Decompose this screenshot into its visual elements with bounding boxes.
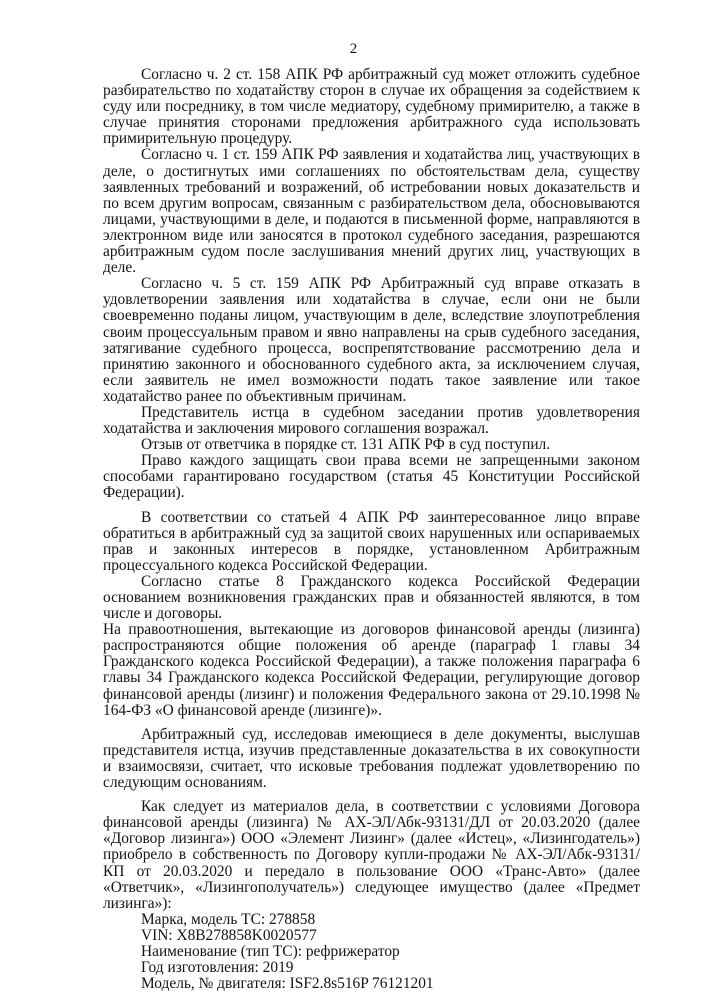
paragraph-motions: Согласно ч. 1 ст. 159 АПК РФ заявления и ходатайства лиц, участвующих в деле, о достигнутых ими соглашениях по обстоятельствам дела, существу заявленных требований и возражений, об истребовании новых доказательств и по всем другим вопросам, связанным с разбирательством дела, обосновываются лицами, участвующими в деле, и подаются в письменной форме, направляются в электронном виде или заносятся в протокол судебного заседания, разрешаются арбитражным судом после заслушивания мнений других лиц, участвующих в деле. [103, 146, 640, 277]
paragraph-article-8: Согласно статье 8 Гражданского кодекса Российской Федерации основанием возникновения гражданских прав и обязанностей являются, в том числе и договоры. [103, 572, 640, 623]
paragraph-case-facts: Как следует из материалов дела, в соответствии с условиями Договора финансовой аренды (лизинга) № АХ-ЭЛ/Абк-93131/ДЛ от 20.03.2020 (далее «Договор лизинга») ООО «Элемент Лизинг» (далее «Истец», «Лизингодатель») приобрело в собственность по Договору купли-продажи № АХ-ЭЛ/Абк-93131/КП от 20.03.2020 и передало в пользование ООО «Транс-Авто» (далее «Ответчик», «Лизингополучатель») следующее имущество (далее «Предмет лизинга»): [103, 798, 640, 912]
paragraph-defendant-response: Отзыв от ответчика в порядке ст. 131 АПК РФ в суд поступил. [141, 436, 551, 454]
document-body [103, 67, 640, 992]
vehicle-year: Год изготовления: 2019 [141, 959, 294, 977]
paragraph-refusal: Согласно ч. 5 ст. 159 АПК РФ Арбитражный суд вправе отказать в удовлетворении заявления или ходатайства в случае, если они не были своевременно поданы лицом, участвующим в деле, вследствие злоупотребления своим процессуальным правом и явно направлены на срыв судебного заседания, затягивание судебного процесса, воспрепятствование рассмотрению дела и принятию законного и обоснованного судебного акта, за исключением случая, если заявитель не имел возможности подать такое заявление или такое ходатайство ранее по объективным причинам. [103, 275, 640, 405]
vehicle-vin: VIN: X8B278858K0020577 [141, 926, 317, 944]
paragraph-adjournment: Согласно ч. 2 ст. 158 АПК РФ арбитражный суд может отложить судебное разбирательство по ходатайству сторон в случае их обращения за содействием к суду или посреднику, в том числе медиатору, судебному примирителю, а также в случае принятия сторонами предложения арбитражного суда использовать примирительную процедуру. [103, 66, 640, 148]
paragraph-court-findings: Арбитражный суд, исследовав имеющиеся в деле документы, выслушав представителя истца, изучив представленные доказательства в их совокупности и взаимосвязи, считает, что исковые требования подлежат удовлетворению по следующим основаниям. [103, 725, 640, 792]
page-number: 2 [349, 41, 358, 57]
paragraph-leasing-law: На правоотношения, вытекающие из договоров финансовой аренды (лизинга) распространяются общие положения об аренде (параграф 1 главы 34 Гражданского кодекса Российской Федерации), а также положения параграфа 6 главы 34 Гражданского кодекса Российской Федерации, регулирующие договор финансовой аренды (лизинг) и положения Федерального закона от 29.10.1998 № 164-ФЗ «О финансовой аренде (лизинге)». [103, 621, 640, 719]
paragraph-plaintiff-objection: Представитель истца в судебном заседании против удовлетворения ходатайства и заключения мирового соглашения возражал. [103, 403, 640, 438]
vehicle-engine: Модель, № двигателя: ISF2.8s516P 76121201 [141, 975, 434, 993]
vehicle-model: Марка, модель ТС: 278858 [141, 910, 316, 928]
paragraph-article-4: В соответствии со статьей 4 АПК РФ заинтересованное лицо вправе обратиться в арбитражный суд за защитой своих нарушенных или оспариваемых прав и законных интересов в порядке, установленном Арбитражным процессуального кодекса Российской Федерации. [103, 508, 640, 574]
vehicle-type: Наименование (тип ТС): рефрижератор [141, 942, 400, 960]
paragraph-right-to-protection: Право каждого защищать свои права всеми не запрещенными законом способами гарантировано государством (статья 45 Конституции Российской Федерации). [103, 452, 640, 502]
